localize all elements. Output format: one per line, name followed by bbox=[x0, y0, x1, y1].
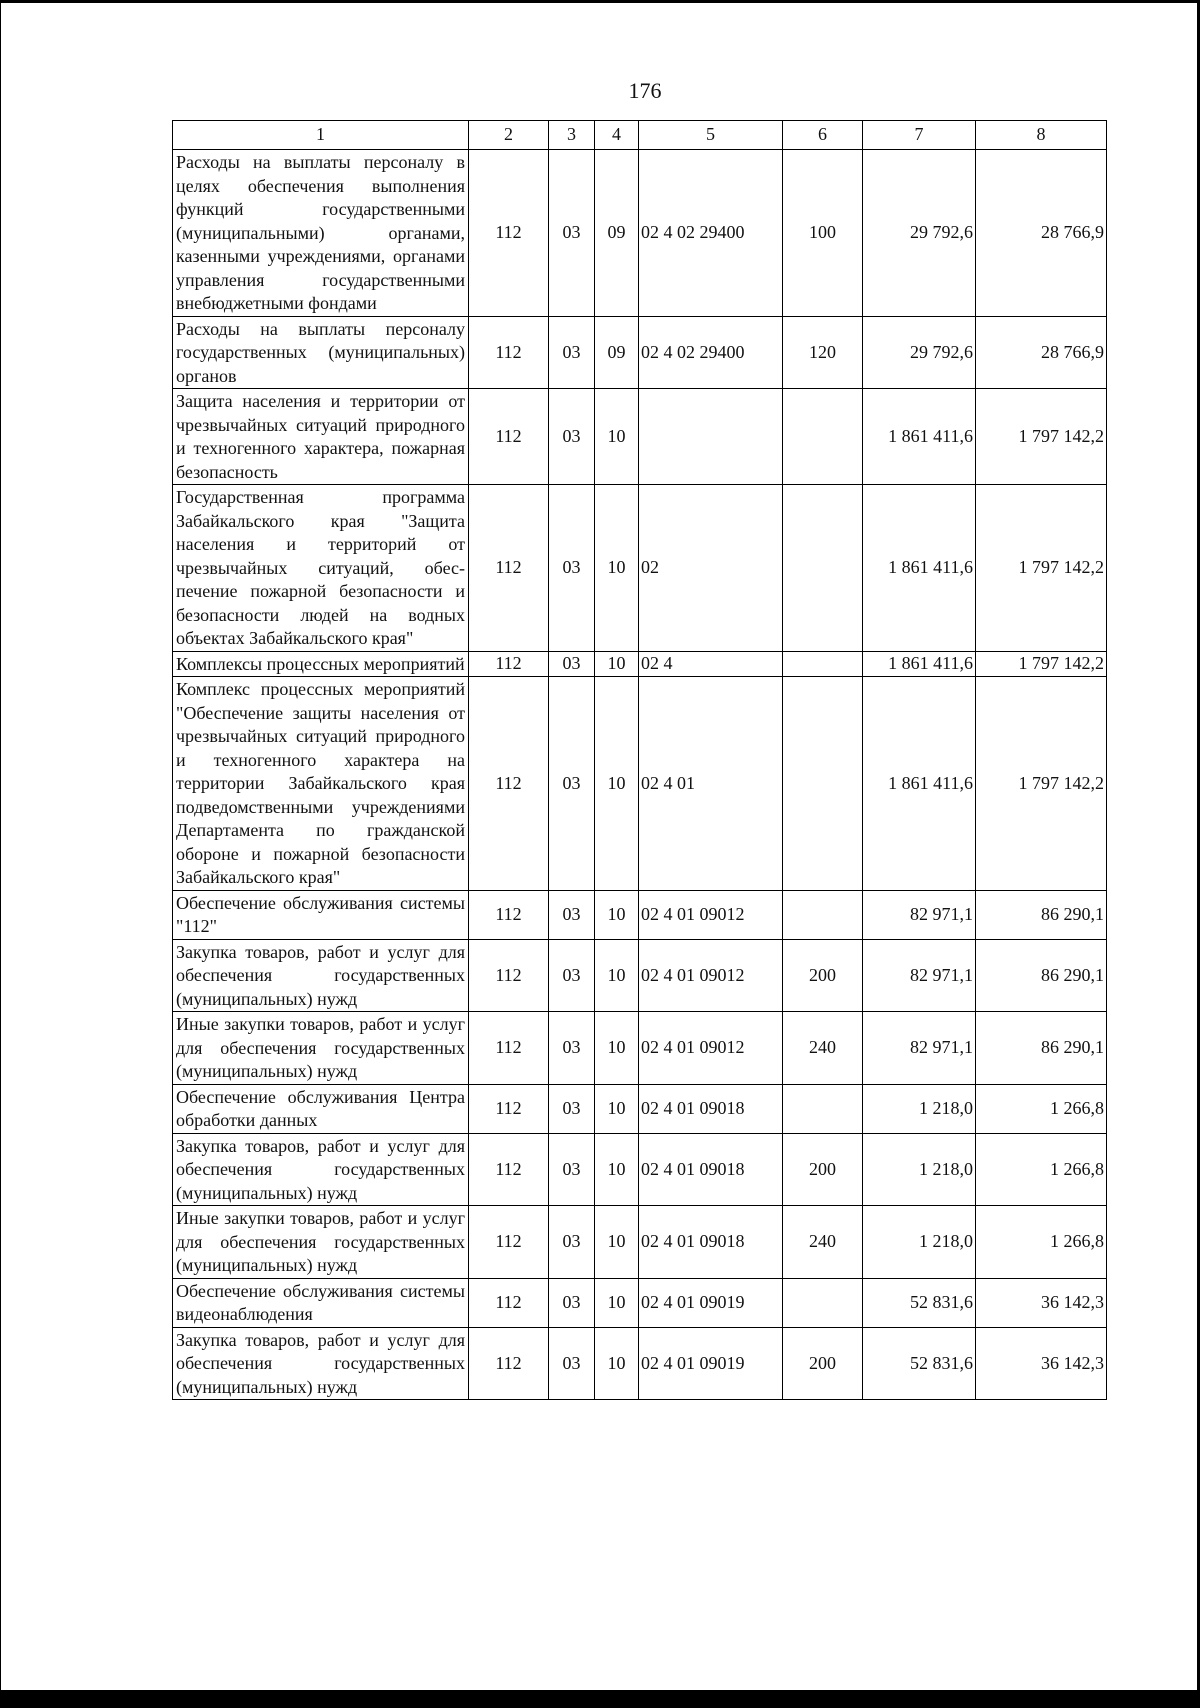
row-expense-type bbox=[783, 389, 863, 485]
row-name: Иные закупки товаров, работ и услуг для обеспечения государственных (муниципальных) нужд bbox=[173, 1012, 469, 1085]
row-amount-year-1: 52 831,6 bbox=[863, 1327, 976, 1400]
row-ministry-code: 112 bbox=[469, 1133, 549, 1206]
row-subsection: 10 bbox=[595, 939, 639, 1012]
row-ministry-code: 112 bbox=[469, 1084, 549, 1133]
table-row bbox=[173, 1133, 1107, 1206]
table-row bbox=[173, 1012, 1107, 1085]
row-expense-type bbox=[783, 485, 863, 652]
row-subsection: 10 bbox=[595, 1012, 639, 1085]
row-name: Обеспечение обслуживания системы "112" bbox=[173, 890, 469, 939]
row-expense-type bbox=[783, 677, 863, 891]
header-row bbox=[173, 121, 1107, 150]
row-amount-year-1: 1 861 411,6 bbox=[863, 651, 976, 677]
row-subsection: 10 bbox=[595, 1084, 639, 1133]
row-amount-year-2: 86 290,1 bbox=[976, 939, 1107, 1012]
row-section: 03 bbox=[549, 150, 595, 317]
row-expense-type: 100 bbox=[783, 150, 863, 317]
row-expense-type bbox=[783, 1084, 863, 1133]
row-amount-year-2: 1 797 142,2 bbox=[976, 651, 1107, 677]
row-expense-type: 200 bbox=[783, 1327, 863, 1400]
row-target-article: 02 4 01 09018 bbox=[639, 1084, 783, 1133]
row-subsection: 10 bbox=[595, 485, 639, 652]
budget-table bbox=[172, 120, 1107, 1400]
row-ministry-code: 112 bbox=[469, 651, 549, 677]
table-body bbox=[173, 150, 1107, 1400]
row-ministry-code: 112 bbox=[469, 939, 549, 1012]
row-name: Комплексы процессных мероприятий bbox=[173, 651, 469, 677]
row-ministry-code: 112 bbox=[469, 677, 549, 891]
row-ministry-code: 112 bbox=[469, 150, 549, 317]
row-expense-type: 200 bbox=[783, 939, 863, 1012]
row-target-article: 02 4 01 09012 bbox=[639, 939, 783, 1012]
row-section: 03 bbox=[549, 485, 595, 652]
row-expense-type bbox=[783, 890, 863, 939]
row-amount-year-1: 1 218,0 bbox=[863, 1133, 976, 1206]
row-name: Расходы на выплаты персоналу в целях обеспечения выполнения функций государственными (муниципальными) органами, казенными учреждениями, органами управления государственными внебюджетными фондами bbox=[173, 150, 469, 317]
table-row bbox=[173, 939, 1107, 1012]
row-target-article: 02 4 02 29400 bbox=[639, 150, 783, 317]
row-subsection: 09 bbox=[595, 150, 639, 317]
row-section: 03 bbox=[549, 1012, 595, 1085]
header-col-4: 4 bbox=[595, 121, 639, 150]
page-number: 176 bbox=[628, 78, 662, 103]
header-col-5: 5 bbox=[639, 121, 783, 150]
header-col-1: 1 bbox=[173, 121, 469, 150]
row-target-article: 02 4 01 bbox=[639, 677, 783, 891]
row-name: Обеспечение обслуживания Центра обработки данных bbox=[173, 1084, 469, 1133]
row-section: 03 bbox=[549, 316, 595, 389]
header-col-2: 2 bbox=[469, 121, 549, 150]
row-section: 03 bbox=[549, 389, 595, 485]
row-expense-type: 240 bbox=[783, 1206, 863, 1279]
table-row bbox=[173, 1278, 1107, 1327]
row-section: 03 bbox=[549, 1206, 595, 1279]
header-col-7: 7 bbox=[863, 121, 976, 150]
row-ministry-code: 112 bbox=[469, 1206, 549, 1279]
row-amount-year-2: 86 290,1 bbox=[976, 1012, 1107, 1085]
row-amount-year-2: 1 797 142,2 bbox=[976, 485, 1107, 652]
row-ministry-code: 112 bbox=[469, 890, 549, 939]
table-row bbox=[173, 1327, 1107, 1400]
row-name: Расходы на выплаты персоналу государственных (муниципальных) органов bbox=[173, 316, 469, 389]
row-section: 03 bbox=[549, 1133, 595, 1206]
row-name: Закупка товаров, работ и услуг для обеспечения государственных (муниципальных) нужд bbox=[173, 939, 469, 1012]
row-name: Закупка товаров, работ и услуг для обеспечения государственных (муниципальных) нужд bbox=[173, 1327, 469, 1400]
row-amount-year-2: 86 290,1 bbox=[976, 890, 1107, 939]
row-name: Закупка товаров, работ и услуг для обеспечения государственных (муниципальных) нужд bbox=[173, 1133, 469, 1206]
row-amount-year-2: 28 766,9 bbox=[976, 316, 1107, 389]
row-amount-year-2: 1 266,8 bbox=[976, 1133, 1107, 1206]
row-ministry-code: 112 bbox=[469, 485, 549, 652]
row-section: 03 bbox=[549, 677, 595, 891]
row-amount-year-2: 28 766,9 bbox=[976, 150, 1107, 317]
row-amount-year-2: 36 142,3 bbox=[976, 1278, 1107, 1327]
row-target-article: 02 4 01 09012 bbox=[639, 1012, 783, 1085]
row-ministry-code: 112 bbox=[469, 389, 549, 485]
row-ministry-code: 112 bbox=[469, 1012, 549, 1085]
row-name: Комплекс процессных мероприятий "Обеспечение защиты населения от чрезвычайных ситуаций природного и техногенного характера на территории Забайкальского края подведомственными учреждениями Департамента по гражданской обороне и пожарной безопасности Забайкальского края" bbox=[173, 677, 469, 891]
row-amount-year-2: 36 142,3 bbox=[976, 1327, 1107, 1400]
row-section: 03 bbox=[549, 1084, 595, 1133]
row-ministry-code: 112 bbox=[469, 1278, 549, 1327]
row-target-article: 02 bbox=[639, 485, 783, 652]
row-target-article: 02 4 01 09019 bbox=[639, 1327, 783, 1400]
row-amount-year-1: 1 218,0 bbox=[863, 1206, 976, 1279]
row-amount-year-2: 1 266,8 bbox=[976, 1206, 1107, 1279]
row-name: Обеспечение обслуживания системы видеонаблюдения bbox=[173, 1278, 469, 1327]
row-subsection: 10 bbox=[595, 1133, 639, 1206]
header-col-6: 6 bbox=[783, 121, 863, 150]
row-expense-type: 120 bbox=[783, 316, 863, 389]
row-amount-year-1: 82 971,1 bbox=[863, 939, 976, 1012]
table-row bbox=[173, 389, 1107, 485]
row-amount-year-1: 82 971,1 bbox=[863, 1012, 976, 1085]
row-section: 03 bbox=[549, 1278, 595, 1327]
row-ministry-code: 112 bbox=[469, 316, 549, 389]
row-expense-type bbox=[783, 1278, 863, 1327]
row-subsection: 09 bbox=[595, 316, 639, 389]
row-amount-year-1: 29 792,6 bbox=[863, 316, 976, 389]
row-target-article: 02 4 01 09019 bbox=[639, 1278, 783, 1327]
row-amount-year-1: 82 971,1 bbox=[863, 890, 976, 939]
row-subsection: 10 bbox=[595, 1278, 639, 1327]
row-target-article bbox=[639, 389, 783, 485]
row-target-article: 02 4 02 29400 bbox=[639, 316, 783, 389]
row-name: Защита населения и территории от чрезвычайных ситуаций природного и техногенного характера, пожарная безопасность bbox=[173, 389, 469, 485]
table-row bbox=[173, 316, 1107, 389]
row-subsection: 10 bbox=[595, 651, 639, 677]
row-amount-year-2: 1 266,8 bbox=[976, 1084, 1107, 1133]
row-target-article: 02 4 01 09018 bbox=[639, 1133, 783, 1206]
row-amount-year-1: 1 218,0 bbox=[863, 1084, 976, 1133]
row-amount-year-1: 1 861 411,6 bbox=[863, 389, 976, 485]
row-expense-type: 200 bbox=[783, 1133, 863, 1206]
row-amount-year-1: 29 792,6 bbox=[863, 150, 976, 317]
row-subsection: 10 bbox=[595, 677, 639, 891]
row-target-article: 02 4 01 09012 bbox=[639, 890, 783, 939]
row-amount-year-2: 1 797 142,2 bbox=[976, 389, 1107, 485]
table-row bbox=[173, 1206, 1107, 1279]
header-col-8: 8 bbox=[976, 121, 1107, 150]
row-name: Иные закупки товаров, работ и услуг для обеспечения государственных (муниципальных) нужд bbox=[173, 1206, 469, 1279]
row-amount-year-2: 1 797 142,2 bbox=[976, 677, 1107, 891]
table-row bbox=[173, 651, 1107, 677]
table-row bbox=[173, 485, 1107, 652]
row-section: 03 bbox=[549, 1327, 595, 1400]
row-amount-year-1: 1 861 411,6 bbox=[863, 677, 976, 891]
row-ministry-code: 112 bbox=[469, 1327, 549, 1400]
table-row bbox=[173, 677, 1107, 891]
table-row bbox=[173, 150, 1107, 317]
row-subsection: 10 bbox=[595, 890, 639, 939]
row-subsection: 10 bbox=[595, 1327, 639, 1400]
row-expense-type bbox=[783, 651, 863, 677]
row-section: 03 bbox=[549, 651, 595, 677]
row-section: 03 bbox=[549, 939, 595, 1012]
row-amount-year-1: 1 861 411,6 bbox=[863, 485, 976, 652]
row-amount-year-1: 52 831,6 bbox=[863, 1278, 976, 1327]
row-subsection: 10 bbox=[595, 389, 639, 485]
header-col-3: 3 bbox=[549, 121, 595, 150]
row-expense-type: 240 bbox=[783, 1012, 863, 1085]
row-section: 03 bbox=[549, 890, 595, 939]
row-target-article: 02 4 bbox=[639, 651, 783, 677]
table-row bbox=[173, 1084, 1107, 1133]
row-subsection: 10 bbox=[595, 1206, 639, 1279]
row-name: Государственная программа Забайкальского края "Защита населения и территорий от чрезвычайных ситуаций, обеспечение пожарной безопасности и безопасности людей на водных объектах Забайкальского края" bbox=[173, 485, 469, 652]
table-row bbox=[173, 890, 1107, 939]
row-target-article: 02 4 01 09018 bbox=[639, 1206, 783, 1279]
